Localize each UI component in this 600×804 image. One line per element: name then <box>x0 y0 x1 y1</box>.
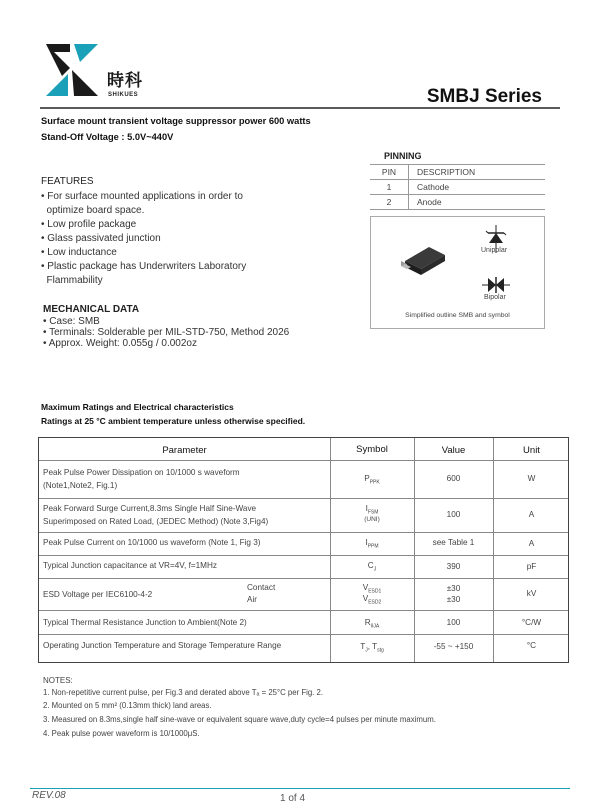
ratings-condition: Ratings at 25 °C ambient temperature unless otherwise specified. <box>41 416 306 426</box>
standoff-voltage: Stand-Off Voltage : 5.0V~440V <box>41 132 174 142</box>
unit: W <box>527 474 536 483</box>
value: 390 <box>446 562 461 571</box>
symbol-subscript: PPK <box>369 479 380 486</box>
table-row <box>39 634 568 635</box>
unit: A <box>528 539 535 548</box>
symbol-subscript: θJA <box>370 623 380 630</box>
company-name-chinese: 時科 <box>107 71 143 91</box>
table-row <box>39 498 568 499</box>
value: ±30 <box>446 595 461 604</box>
mechanical-item: • Approx. Weight: 0.055g / 0.002oz <box>43 338 197 349</box>
feature-item: • For surface mounted applications in order to <box>41 191 243 202</box>
package-outline-box <box>370 216 545 329</box>
value-header: Value <box>441 445 466 456</box>
ratings-title: Maximum Ratings and Electrical characteristics <box>41 402 234 412</box>
unit-header: Unit <box>523 445 540 456</box>
table-row <box>39 555 568 556</box>
symbol-subscript: PPM <box>367 543 379 550</box>
symbol-note: (UNI) <box>364 516 380 523</box>
product-description: Surface mount transient voltage suppressor power 600 watts <box>41 116 311 126</box>
symbol: V <box>362 583 369 592</box>
param-text: Operating Junction Temperature and Storage Temperature Range <box>43 641 282 650</box>
symbol-subscript: J <box>373 566 377 573</box>
footer-rule <box>30 788 570 789</box>
symbol-subscript: FSM <box>367 509 379 516</box>
note-item: 3. Measured on 8.3ms,single half sine-wave or equivalent square wave,duty cycle=4 pulses per minute maximum. <box>43 715 436 724</box>
symbol-subscript: J <box>365 647 368 654</box>
mechanical-item: • Terminals: Solderable per MIL-STD-750, Method 2026 <box>43 327 290 338</box>
feature-item: • Low profile package <box>41 219 137 230</box>
ratings-table <box>38 437 569 663</box>
param-text: Superimposed on Rated Load, (JEDEC Method) (Note 3,Fig4) <box>43 517 269 526</box>
symbol: R <box>364 618 371 627</box>
table-row <box>39 532 568 533</box>
pinning-table <box>370 164 545 210</box>
symbol: , T <box>367 642 378 651</box>
unit: °C <box>526 641 537 650</box>
notes-title: NOTES: <box>43 676 73 685</box>
value: ±30 <box>446 584 461 593</box>
smb-package-icon <box>399 239 451 279</box>
value: 600 <box>446 474 461 483</box>
symbol: V <box>362 594 369 603</box>
page-number: 1 of 4 <box>280 793 306 804</box>
param-text: Peak Forward Surge Current,8.3ms Single Half Sine-Wave <box>43 504 257 513</box>
unipolar-label: Unipolar <box>481 247 508 254</box>
features-title: FEATURES <box>41 176 94 187</box>
unit: pF <box>526 562 537 571</box>
description-header: DESCRIPTION <box>409 165 546 180</box>
unit: kV <box>526 589 537 598</box>
note-item: 4. Peak pulse power waveform is 10/1000μS. <box>43 729 200 738</box>
pin-number: 1 <box>370 180 409 195</box>
esd-air-label: Air <box>247 595 258 604</box>
value: -55 ~ +150 <box>433 642 474 651</box>
table-row <box>39 460 568 461</box>
company-name-english: SHIKUES <box>108 92 139 98</box>
header-rule <box>40 107 560 109</box>
param-text: (Note1,Note2, Fig.1) <box>43 481 118 490</box>
series-title: SMBJ Series <box>426 86 542 107</box>
package-caption: Simplified outline SMB and symbol <box>405 312 510 319</box>
revision-label: REV.08 <box>32 790 66 801</box>
symbol: I <box>365 504 368 513</box>
feature-item: optimize board space. <box>41 205 145 216</box>
unit: °C/W <box>521 618 542 627</box>
bipolar-label: Bipolar <box>484 294 506 301</box>
symbol: T <box>360 642 366 651</box>
param-text: Typical Thermal Resistance Junction to Ambient(Note 2) <box>43 618 247 627</box>
note-item: 1. Non-repetitive current pulse, per Fig.3 and derated above Tₐ = 25°C per Fig. 2. <box>43 688 324 697</box>
feature-item: • Plastic package has Underwriters Laboratory <box>41 261 247 272</box>
table-row <box>39 578 568 579</box>
company-logo <box>40 42 102 100</box>
note-item: 2. Mounted on 5 mm² (0.13mm thick) land areas. <box>43 701 212 710</box>
symbol: C <box>367 561 374 570</box>
feature-item: Flammability <box>41 275 103 286</box>
esd-contact-label: Contact <box>247 583 276 592</box>
feature-item: • Low inductance <box>41 247 117 258</box>
param-text: Peak Pulse Power Dissipation on 10/1000 s waveform <box>43 468 240 477</box>
mechanical-item: • Case: SMB <box>43 316 100 327</box>
symbol-header: Symbol <box>356 444 388 455</box>
symbol-subscript: ESD2 <box>368 599 382 606</box>
parameter-header: Parameter <box>162 445 207 456</box>
mechanical-title: MECHANICAL DATA <box>43 304 140 315</box>
table-row <box>370 195 545 210</box>
symbol-subscript: stg <box>377 647 384 654</box>
table-row <box>39 610 568 611</box>
table-row <box>370 165 545 180</box>
pin-number: 2 <box>370 195 409 210</box>
param-text: Typical Junction capacitance at VR=4V, f=1MHz <box>43 561 218 570</box>
pin-description: Anode <box>409 195 546 210</box>
pin-header: PIN <box>370 165 409 180</box>
symbol: I <box>365 538 368 547</box>
pinning-title: PINNING <box>384 151 422 161</box>
symbol: P <box>364 474 370 483</box>
unit: A <box>528 510 535 519</box>
value: 100 <box>446 510 461 519</box>
param-text: ESD Voltage per IEC6100-4-2 <box>43 590 153 599</box>
value: see Table 1 <box>432 538 475 547</box>
value: 100 <box>446 618 461 627</box>
param-text: Peak Pulse Current on 10/1000 us waveform (Note 1, Fig 3) <box>43 538 261 547</box>
symbol-subscript: ESD1 <box>368 588 382 595</box>
feature-item: • Glass passivated junction <box>41 233 161 244</box>
table-row <box>370 180 545 195</box>
pin-description: Cathode <box>409 180 546 195</box>
